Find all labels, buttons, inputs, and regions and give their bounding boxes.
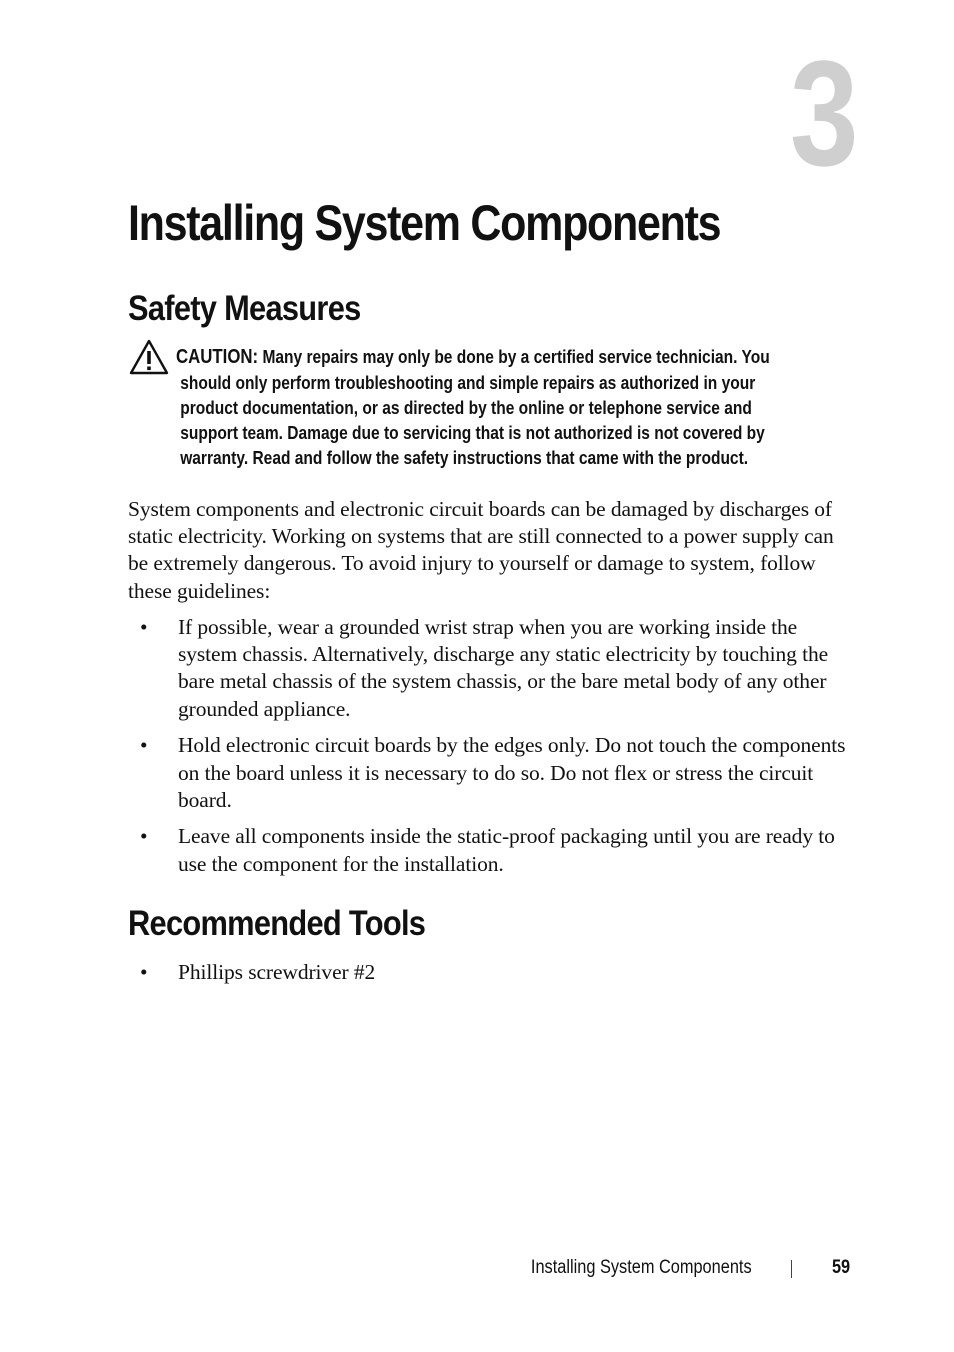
bullet-icon: • — [140, 960, 148, 984]
caution-line: warranty. Read and follow the safety instructions that came with the product. — [180, 447, 749, 468]
list-item-text: Leave all components inside the static-proof packaging until you are ready to use the component for the installation. — [178, 824, 835, 876]
caution-label: CAUTION: — [176, 346, 259, 368]
list-item — [128, 614, 856, 723]
list-item — [128, 823, 856, 877]
page-number: 59 — [831, 1257, 850, 1278]
chapter-number: 3 — [789, 29, 858, 197]
caution-line: should only perform troubleshooting and simple repairs as authorized in your — [180, 372, 756, 393]
caution-line: support team. Damage due to servicing that is not authorized is not covered by — [180, 422, 765, 443]
warning-triangle-icon — [128, 338, 170, 376]
list-item-text: Hold electronic circuit boards by the edges only. Do not touch the components on the board unless it is necessary to do so. Do not flex or stress the circuit board. — [178, 733, 846, 812]
footer-chapter-title: Installing System Components — [531, 1257, 752, 1278]
list-item — [128, 732, 856, 814]
caution-text — [176, 344, 840, 470]
list-item-text: If possible, wear a grounded wrist strap when you are working inside the system chassis. Alternatively, discharge any static electricity by touching the bare metal chassis of the system chassis, or the bare metal body of any other grounded appliance. — [178, 615, 829, 721]
caution-line: product documentation, or as directed by the online or telephone service and — [180, 397, 752, 418]
tools-list — [128, 959, 856, 996]
page-footer — [0, 1254, 954, 1284]
safety-guidelines-list — [128, 614, 856, 887]
section-heading-safety-measures: Safety Measures — [128, 289, 361, 328]
list-item-text: Phillips screwdriver #2 — [178, 960, 376, 984]
chapter-title: Installing System Components — [128, 195, 721, 251]
bullet-icon: • — [140, 733, 148, 758]
footer-divider — [791, 1260, 792, 1278]
bullet-icon: • — [140, 615, 148, 639]
safety-paragraph: System components and electronic circuit boards can be damaged by discharges of static electricity. Working on systems that are still connected to a power supply can be extremely dangerous. To avoid injury to yourself or damage to system, follow these guidelines: — [128, 497, 834, 603]
bullet-icon: • — [140, 824, 148, 849]
list-item — [128, 959, 856, 986]
caution-line: Many repairs may only be done by a certified service technician. You — [262, 346, 770, 367]
section-heading-recommended-tools: Recommended Tools — [128, 904, 426, 943]
